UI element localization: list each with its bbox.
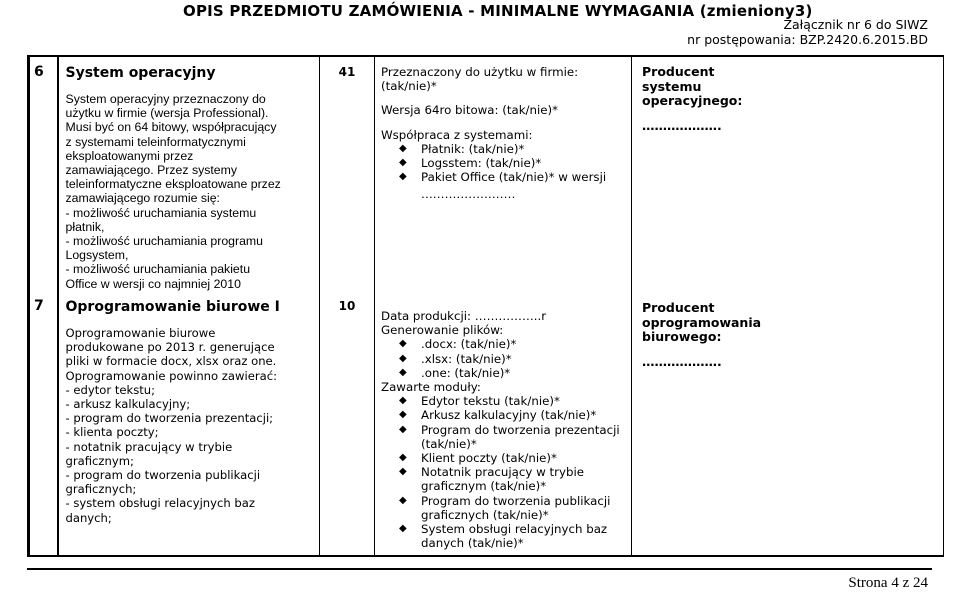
producer-fill-field[interactable]: ………………. bbox=[642, 117, 722, 133]
list-item[interactable]: ◆ .one: (tak/nie)* bbox=[399, 366, 627, 380]
bullet-list bbox=[381, 142, 627, 185]
list-item[interactable]: ◆ .xlsx: (tak/nie)* bbox=[399, 352, 627, 366]
answer-field[interactable]: (tak/nie)* bbox=[381, 79, 437, 94]
list-item[interactable]: ◆ Płatnik: (tak/nie)* bbox=[399, 142, 627, 156]
list-item[interactable]: ◆ Klient poczty (tak/nie)* bbox=[399, 451, 627, 465]
bullet-list bbox=[381, 337, 627, 380]
footer-divider bbox=[27, 568, 932, 570]
list-item[interactable]: ◆ Logsstem: (tak/nie)* bbox=[399, 156, 627, 170]
page-number: Strona 4 z 24 bbox=[848, 575, 928, 591]
list-item[interactable]: ◆ .docx: (tak/nie)* bbox=[399, 337, 627, 351]
table-row-7 bbox=[29, 291, 944, 556]
list-item[interactable]: ◆ Arkusz kalkulacyjny (tak/nie)* bbox=[399, 408, 627, 422]
bullet-list bbox=[381, 394, 627, 550]
points-value: 10 bbox=[338, 299, 356, 313]
production-date-field[interactable]: Data produkcji: ……………..r bbox=[381, 309, 547, 323]
version-fill-field[interactable]: …………………… bbox=[421, 187, 516, 202]
producer-field: Producent systemu operacyjnego: ………………. bbox=[632, 57, 943, 133]
list-item[interactable]: ◆ Edytor tekstu (tak/nie)* bbox=[399, 394, 627, 408]
section-description: System operacyjny przeznaczony do użytku w firmie (wersja Professional). Musi być on 64 bitowy, współpracujący z systemami teleinformatycznymi eksploatowanymi przez zamawiającego. Przez systemy teleinformatyczne eksploatowane przez zamawiającego rozumie się: - możliwość uruchamiania systemu płatnik, - możliwość uruchamiania programu Logsystem, - możliwość uruchamiania pakietu Office w wersji co najmniej 2010 bbox=[65, 92, 281, 291]
producer-fill-field[interactable]: ………………. bbox=[642, 353, 722, 369]
table-row-6 bbox=[29, 56, 944, 291]
section-title: Oprogramowanie biurowe I bbox=[65, 299, 280, 315]
row-number: 7 bbox=[34, 298, 44, 314]
row-number: 6 bbox=[34, 64, 44, 80]
list-item[interactable]: ◆ System obsługi relacyjnych baz danych (tak/nie)* bbox=[399, 522, 627, 550]
list-item[interactable]: ◆ Notatnik pracujący w trybie graficznym (tak/nie)* bbox=[399, 465, 627, 493]
procedure-number: nr postępowania: BZP.2420.6.2015.BD bbox=[687, 32, 928, 47]
section-title: System operacyjny bbox=[65, 65, 216, 81]
section-description: Oprogramowanie biurowe produkowane po 2013 r. generujące pliki w formacie docx, xlsx oraz one. Oprogramowanie powinno zawierać: - edytor tekstu; - arkusz kalkulacyjny; - program do tworzenia prezentacji; - klienta poczty; - notatnik pracujący w trybie graficznym; - program do tworzenia publikacji graficznych; - system obsługi relacyjnych baz danych; bbox=[65, 326, 277, 525]
list-item[interactable]: ◆ Pakiet Office (tak/nie)* w wersji bbox=[399, 170, 627, 184]
list-item[interactable]: ◆ Program do tworzenia publikacji graficznych (tak/nie)* bbox=[399, 494, 627, 522]
parameters-offered: Przeznaczony do użytku w firmie: (tak/nie)* Wersja 64ro bitowa: (tak/nie)* Współpraca z systemami: ◆ Płatnik: (tak/nie)* ◆ Logsstem: (tak/nie)* ◆ Pakiet Office (tak/nie)* w wersji …………………… bbox=[375, 57, 631, 202]
specification-table bbox=[27, 55, 944, 557]
parameters-offered: Data produkcji: ……………..r Generowanie plików: ◆ .docx: (tak/nie)* ◆ .xlsx: (tak/nie)* ◆ .one: (tak/nie)* Zawarte moduły: ◆ Edytor tekstu (tak/nie)* ◆ Arkusz kalkulacyjny (tak/nie)* ◆ Program do tworzenia prezentacji (tak/nie)* ◆ Klient poczty (tak/nie)* ◆ Notatnik pracujący w trybie graficznym (tak/nie)* ◆ Program do tworzenia publikacji graficznych (tak/nie)* ◆ System obsługi relacyjnych baz danych (tak/nie)* bbox=[375, 291, 631, 550]
answer-field[interactable]: Wersja 64ro bitowa: (tak/nie)* bbox=[381, 103, 559, 118]
points-value: 41 bbox=[338, 65, 356, 79]
list-item[interactable]: ◆ Program do tworzenia prezentacji (tak/nie)* bbox=[399, 423, 627, 451]
producer-field: Producent oprogramowania biurowego: ………………. bbox=[632, 291, 943, 369]
attachment-label: Załącznik nr 6 do SIWZ bbox=[783, 17, 928, 32]
document-title: OPIS PRZEDMIOTU ZAMÓWIENIA - MINIMALNE WYMAGANIA (zmieniony3) bbox=[183, 2, 813, 20]
